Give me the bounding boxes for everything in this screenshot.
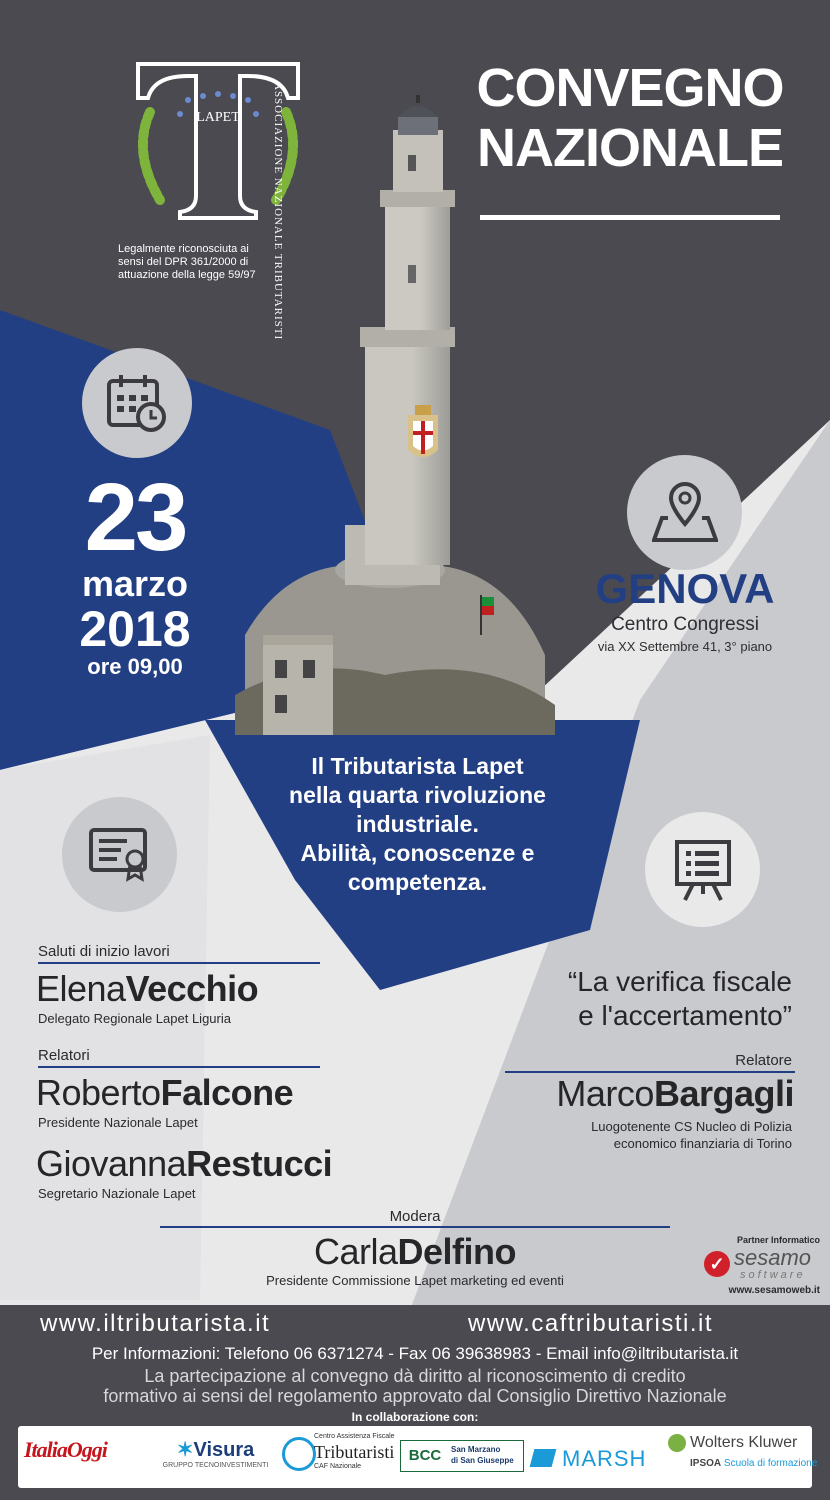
bcc-name-1: San Marzano <box>451 1445 501 1454</box>
moderator-label: Modera <box>389 1208 441 1225</box>
welcome-label: Saluti di inizio lavori <box>38 943 170 960</box>
sponsor-marsh <box>532 1444 657 1474</box>
site-link-1[interactable]: www.iltributarista.it <box>40 1310 271 1337</box>
speaker-3-last-name: Bargagli <box>653 1073 794 1114</box>
logo-label: LAPET <box>196 110 240 125</box>
title-underline <box>480 215 780 220</box>
speaker-1-first-name: Roberto <box>36 1072 161 1113</box>
date-year: 2018 <box>79 601 191 657</box>
wk-sub <box>690 1458 817 1469</box>
date-day: 23 <box>84 464 186 571</box>
relatori-label: Relatori <box>38 1047 90 1064</box>
wk-logo-icon <box>668 1434 686 1452</box>
marsh-text: MARSH <box>562 1446 647 1471</box>
partner-label: Partner Informatico <box>736 1235 820 1245</box>
speaker-2-first-name: Giovanna <box>36 1143 187 1184</box>
talk-line-1: “La verifica fiscale <box>567 966 792 997</box>
partner-sub: software <box>740 1269 806 1281</box>
title-line-1: CONVEGNO <box>476 58 784 118</box>
speaker-2-role: Segretario Nazionale Lapet <box>38 1186 196 1201</box>
visura-star-icon: ✶ <box>176 1439 194 1461</box>
partner-block <box>700 1235 820 1296</box>
certificate-circle <box>62 797 177 912</box>
welcome-speaker-name <box>36 968 258 1010</box>
theme-line-3: industriale. <box>356 811 479 837</box>
lapet-logo-mark <box>118 52 318 222</box>
credit-line-2: formativo ai sensi del regolamento approvato dal Consiglio Direttivo Nazionale <box>103 1386 727 1406</box>
event-title <box>475 58 785 178</box>
legal-line-3: attuazione della legge 59/97 <box>118 269 256 281</box>
speaker-1-last-name: Falcone <box>160 1072 294 1113</box>
date-month: marzo <box>81 563 189 604</box>
presentation-board-icon <box>673 838 733 902</box>
sponsor-visura <box>158 1437 273 1477</box>
caf-top: Centro Assistenza Fiscale <box>314 1433 395 1440</box>
legal-notice <box>118 243 293 282</box>
calendar-clock-icon <box>105 371 169 435</box>
speaker-3-first-name: Marco <box>556 1073 654 1114</box>
speaker-3-role-line-2: economico finanziaria di Torino <box>613 1136 792 1151</box>
relatori-divider <box>38 1066 320 1068</box>
welcome-speaker-role: Delegato Regionale Lapet Liguria <box>38 1011 231 1026</box>
legal-line-1: Legalmente riconosciuta ai <box>118 243 249 255</box>
wk-sub-1: IPSOA <box>690 1458 722 1469</box>
site-link-2[interactable]: www.caftributaristi.it <box>468 1310 714 1337</box>
bcc-names <box>451 1444 514 1466</box>
speaker-2-last-name: Restucci <box>186 1143 333 1184</box>
bcc-text: BCC <box>401 1441 449 1471</box>
sponsor-italiaoggi <box>24 1437 152 1475</box>
theme-line-5: competenza. <box>347 869 488 895</box>
relatore-label: Relatore <box>735 1052 792 1069</box>
speaker-1-name <box>36 1072 293 1114</box>
partner-brand: sesamo <box>734 1245 812 1270</box>
title-line-2: NAZIONALE <box>477 118 783 178</box>
welcome-last-name: Vecchio <box>125 968 259 1009</box>
calendar-circle <box>82 348 192 458</box>
logo-arc-text: ASSOCIAZIONE NAZIONALE TRIBUTARISTI <box>272 82 284 341</box>
sponsor-wolters-kluwer <box>668 1432 818 1482</box>
marsh-logo-icon <box>530 1449 557 1467</box>
location-address: via XX Settembre 41, 3° piano <box>597 639 773 654</box>
theme-line-4: Abilità, conoscenze e <box>300 840 535 866</box>
wk-text: Wolters Kluwer <box>690 1434 798 1451</box>
moderator-name <box>160 1231 670 1273</box>
date-time: ore 09,00 <box>87 654 183 679</box>
italiaoggi-text: ItaliaOggi <box>24 1437 107 1462</box>
conference-theme <box>230 752 605 897</box>
sponsor-caf <box>282 1433 395 1479</box>
caf-logo-icon <box>282 1437 316 1471</box>
talk-line-2: e l'accertamento” <box>578 1000 792 1031</box>
visura-name: Visura <box>193 1439 255 1461</box>
legal-line-2: sensi del DPR 361/2000 di <box>118 256 249 268</box>
moderator-last-name: Delfino <box>397 1231 517 1272</box>
sponsor-bcc <box>400 1440 524 1472</box>
location-circle <box>627 455 742 570</box>
presentation-circle <box>645 812 760 927</box>
moderator-role: Presidente Commissione Lapet marketing ed eventi <box>266 1273 564 1288</box>
talk-title <box>470 965 792 1033</box>
credit-line-1: La partecipazione al convegno dà diritto al riconoscimento di credito <box>144 1366 686 1386</box>
welcome-first-name: Elena <box>36 968 126 1009</box>
visura-sub: GRUPPO TECNOINVESTIMENTI <box>162 1462 269 1469</box>
theme-line-2: nella quarta rivoluzione <box>289 782 546 808</box>
caf-main: Tributaristi <box>314 1442 395 1462</box>
certificate-icon <box>88 827 152 883</box>
moderator-first-name: Carla <box>313 1231 398 1272</box>
welcome-divider <box>38 962 320 964</box>
speaker-3-role <box>500 1118 792 1152</box>
contact-info: Per Informazioni: Telefono 06 6371274 - Fax 06 39638983 - Email info@iltributarista.it <box>91 1344 739 1363</box>
event-date <box>60 464 210 680</box>
speaker-1-role: Presidente Nazionale Lapet <box>38 1115 198 1130</box>
partner-url[interactable]: www.sesamoweb.it <box>728 1285 820 1296</box>
speaker-3-role-line-1: Luogotenente CS Nucleo di Polizia <box>591 1119 792 1134</box>
caf-sub: CAF Nazionale <box>314 1463 362 1470</box>
visura-text <box>158 1437 273 1462</box>
wk-sub-2: Scuola di formazione <box>723 1458 818 1469</box>
location-city: GENOVA <box>595 565 775 612</box>
speaker-3-name <box>480 1073 794 1115</box>
map-pin-icon <box>652 480 718 546</box>
collab-label: In collaborazione con: <box>351 1410 479 1424</box>
speaker-2-name <box>36 1143 332 1185</box>
moderator-divider <box>160 1226 670 1228</box>
bcc-name-2: di San Giuseppe <box>451 1456 514 1465</box>
location-venue: Centro Congressi <box>611 614 759 635</box>
theme-line-1: Il Tributarista Lapet <box>311 753 524 779</box>
sesamo-check-icon: ✓ <box>704 1251 730 1277</box>
event-location <box>560 565 810 657</box>
